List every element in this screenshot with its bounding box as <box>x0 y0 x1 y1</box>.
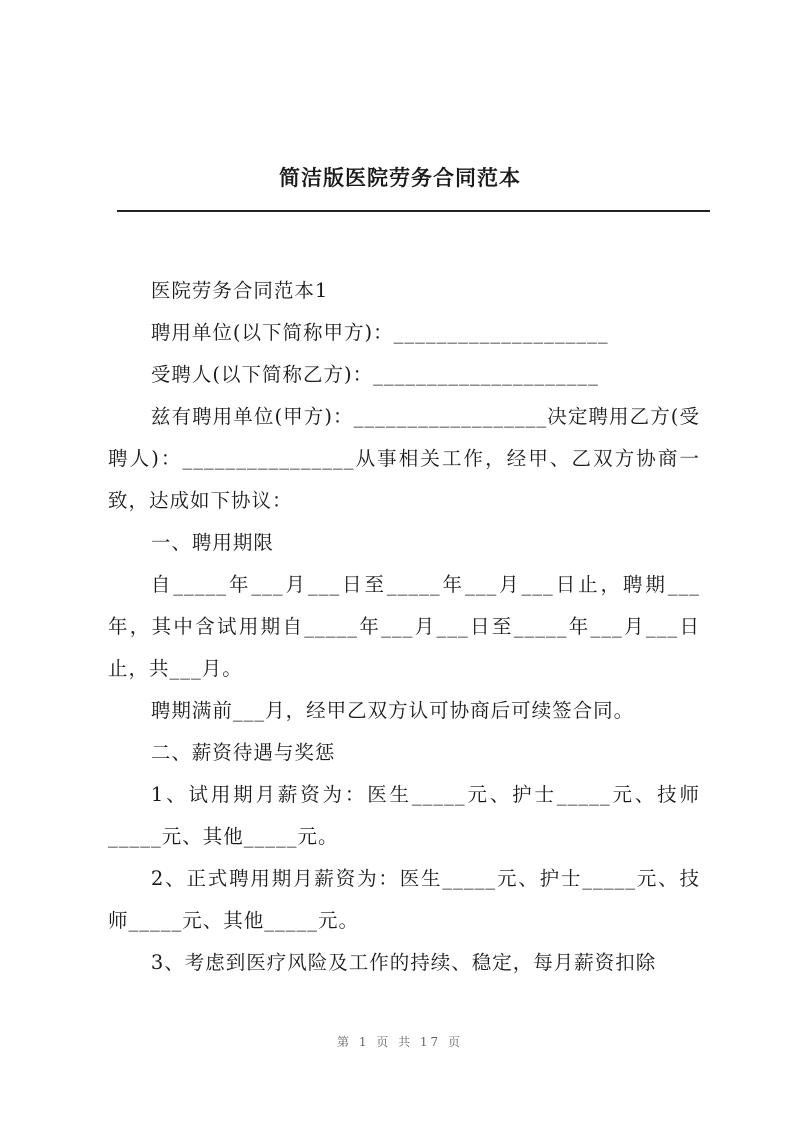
page-footer: 第 1 页 共 17 页 <box>337 1035 463 1049</box>
document-body <box>108 270 700 984</box>
paragraph-employer: 聘用单位(以下简称甲方)：____________________ <box>150 321 609 344</box>
paragraph-regular-salary: 2、正式聘用期月薪资为：医生_____元、护士_____元、技师_____元、其他_____元。 <box>108 867 700 932</box>
document-title: 简洁版医院劳务合同范本 <box>279 165 521 190</box>
paragraph-employee: 受聘人(以下简称乙方)：_____________________ <box>150 363 599 386</box>
paragraph-agreement: 兹有聘用单位(甲方)：__________________决定聘用乙方(受聘人)：________________从事相关工作，经甲、乙双方协商一致，达成如下协议： <box>108 405 700 512</box>
paragraph-probation-salary: 1、试用期月薪资为：医生_____元、护士_____元、技师_____元、其他_____元。 <box>108 783 700 848</box>
paragraph-term: 自_____年___月___日至_____年___月___日止，聘期___年，其中含试用期自_____年___月___日至_____年___月___日止，共___月。 <box>108 573 700 680</box>
section-heading-salary: 二、薪资待遇与奖惩 <box>150 741 336 764</box>
paragraph-heading: 医院劳务合同范本1 <box>150 279 329 302</box>
section-heading-term: 一、聘用期限 <box>150 531 274 554</box>
paragraph-deduction: 3、考虑到医疗风险及工作的持续、稳定，每月薪资扣除 <box>150 951 657 974</box>
paragraph-renewal: 聘期满前___月，经甲乙双方认可协商后可续签合同。 <box>150 699 635 722</box>
title-divider <box>117 210 710 212</box>
